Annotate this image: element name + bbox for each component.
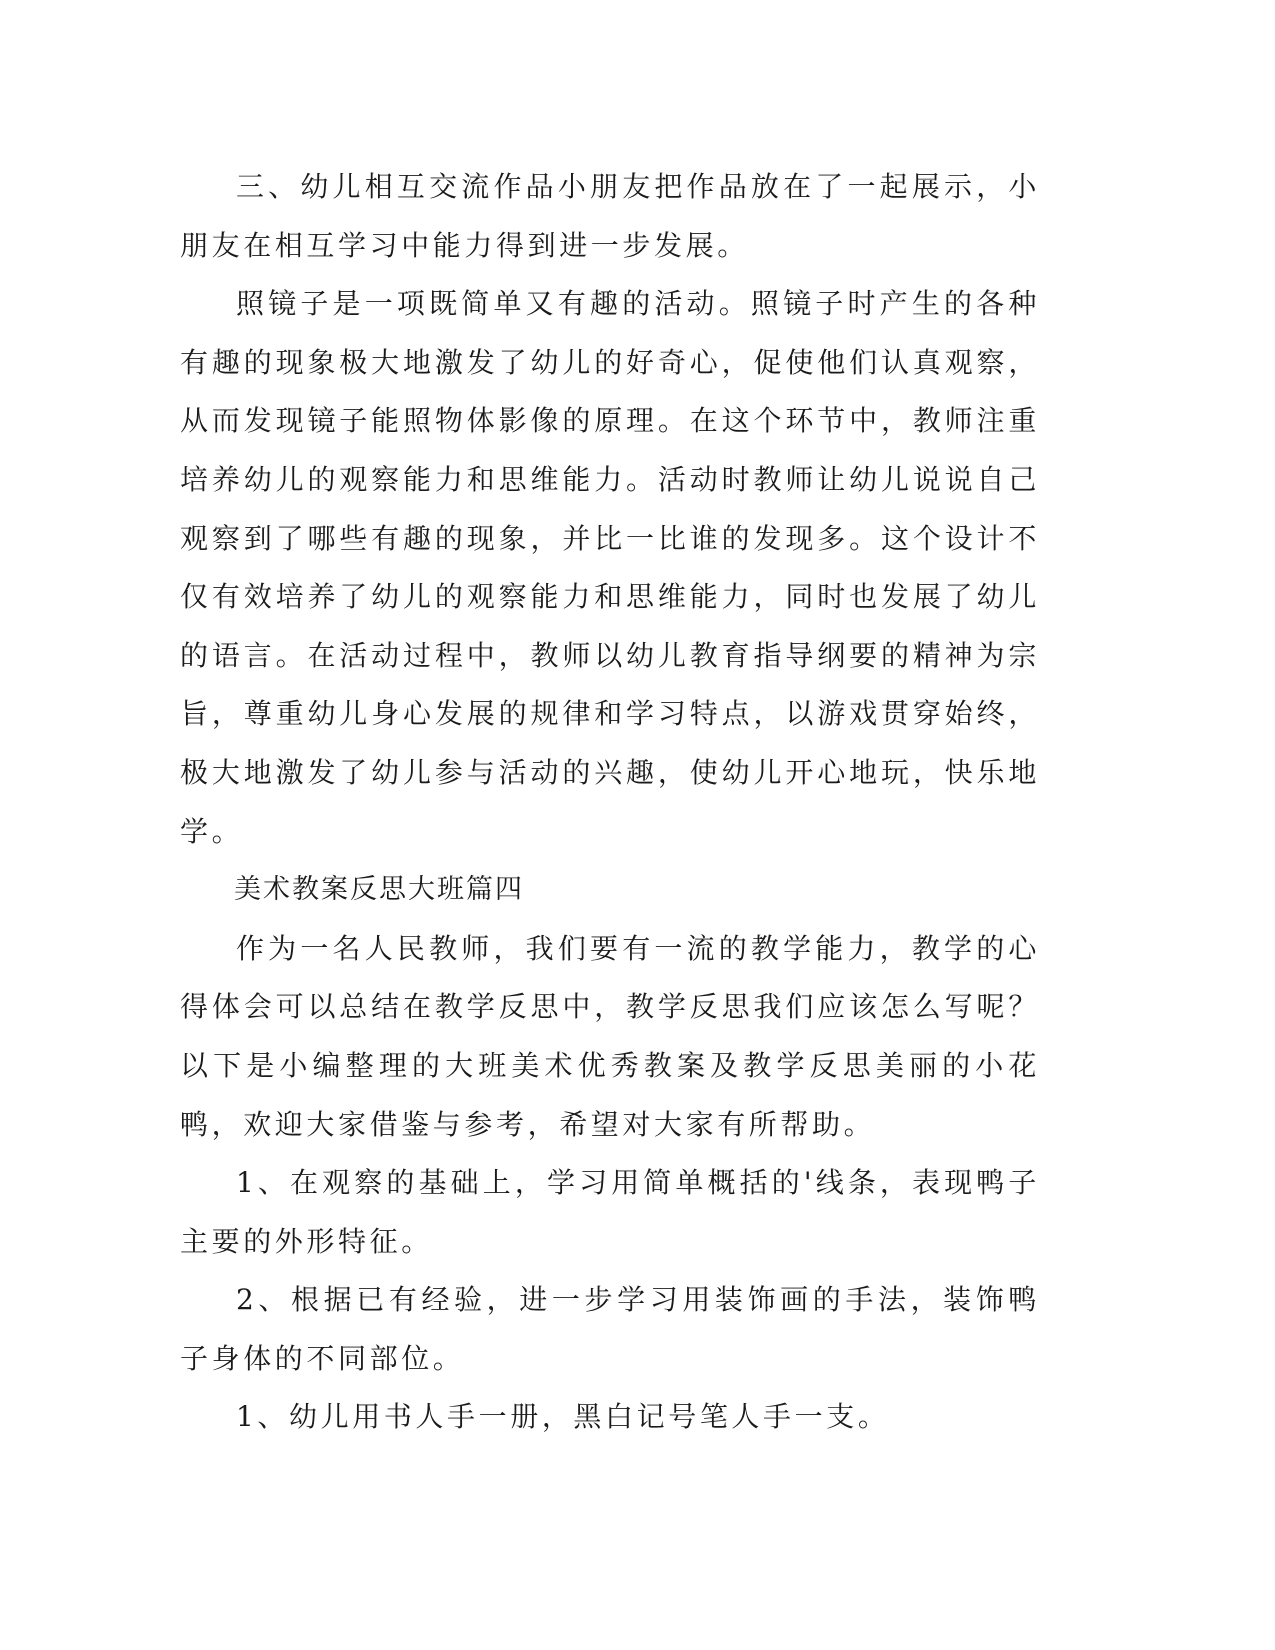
paragraph-mirror-reflection: 照镜子是一项既简单又有趣的活动。照镜子时产生的各种有趣的现象极大地激发了幼儿的好奇心，促使他们认真观察，从而发现镜子能照物体影像的原理。在这个环节中，教师注重培养幼儿的观察能力和思维能力。活动时教师让幼儿说说自己观察到了哪些有趣的现象，并比一比谁的发现多。这个设计不仅有效培养了幼儿的观察能力和思维能力，同时也发展了幼儿的语言。在活动过程中，教师以幼儿教育指导纲要的精神为宗旨，尊重幼儿身心发展的规律和学习特点，以游戏贯穿始终，极大地激发了幼儿参与活动的兴趣，使幼儿开心地玩，快乐地学。	[180, 287, 1040, 848]
section-heading: 美术教案反思大班篇四	[234, 874, 524, 906]
paragraph-materials-1: 1、幼儿用书人手一册，黑白记号笔人手一支。	[236, 1400, 890, 1434]
paragraph-exchange-works: 三、幼儿相互交流作品小朋友把作品放在了一起展示，小朋友在相互学习中能力得到进一步发展。	[180, 170, 1040, 262]
paragraph-intro: 作为一名人民教师，我们要有一流的教学能力，教学的心得体会可以总结在教学反思中，教学反思我们应该怎么写呢？以下是小编整理的大班美术优秀教案及教学反思美丽的小花鸭，欢迎大家借鉴与参考，希望对大家有所帮助。	[180, 931, 1040, 1141]
document-body	[180, 158, 1040, 1447]
paragraph-goal-2: 2、根据已有经验，进一步学习用装饰画的手法，装饰鸭子身体的不同部位。	[180, 1283, 1040, 1375]
paragraph-goal-1: 1、在观察的基础上，学习用简单概括的'线条，表现鸭子主要的外形特征。	[180, 1166, 1040, 1258]
